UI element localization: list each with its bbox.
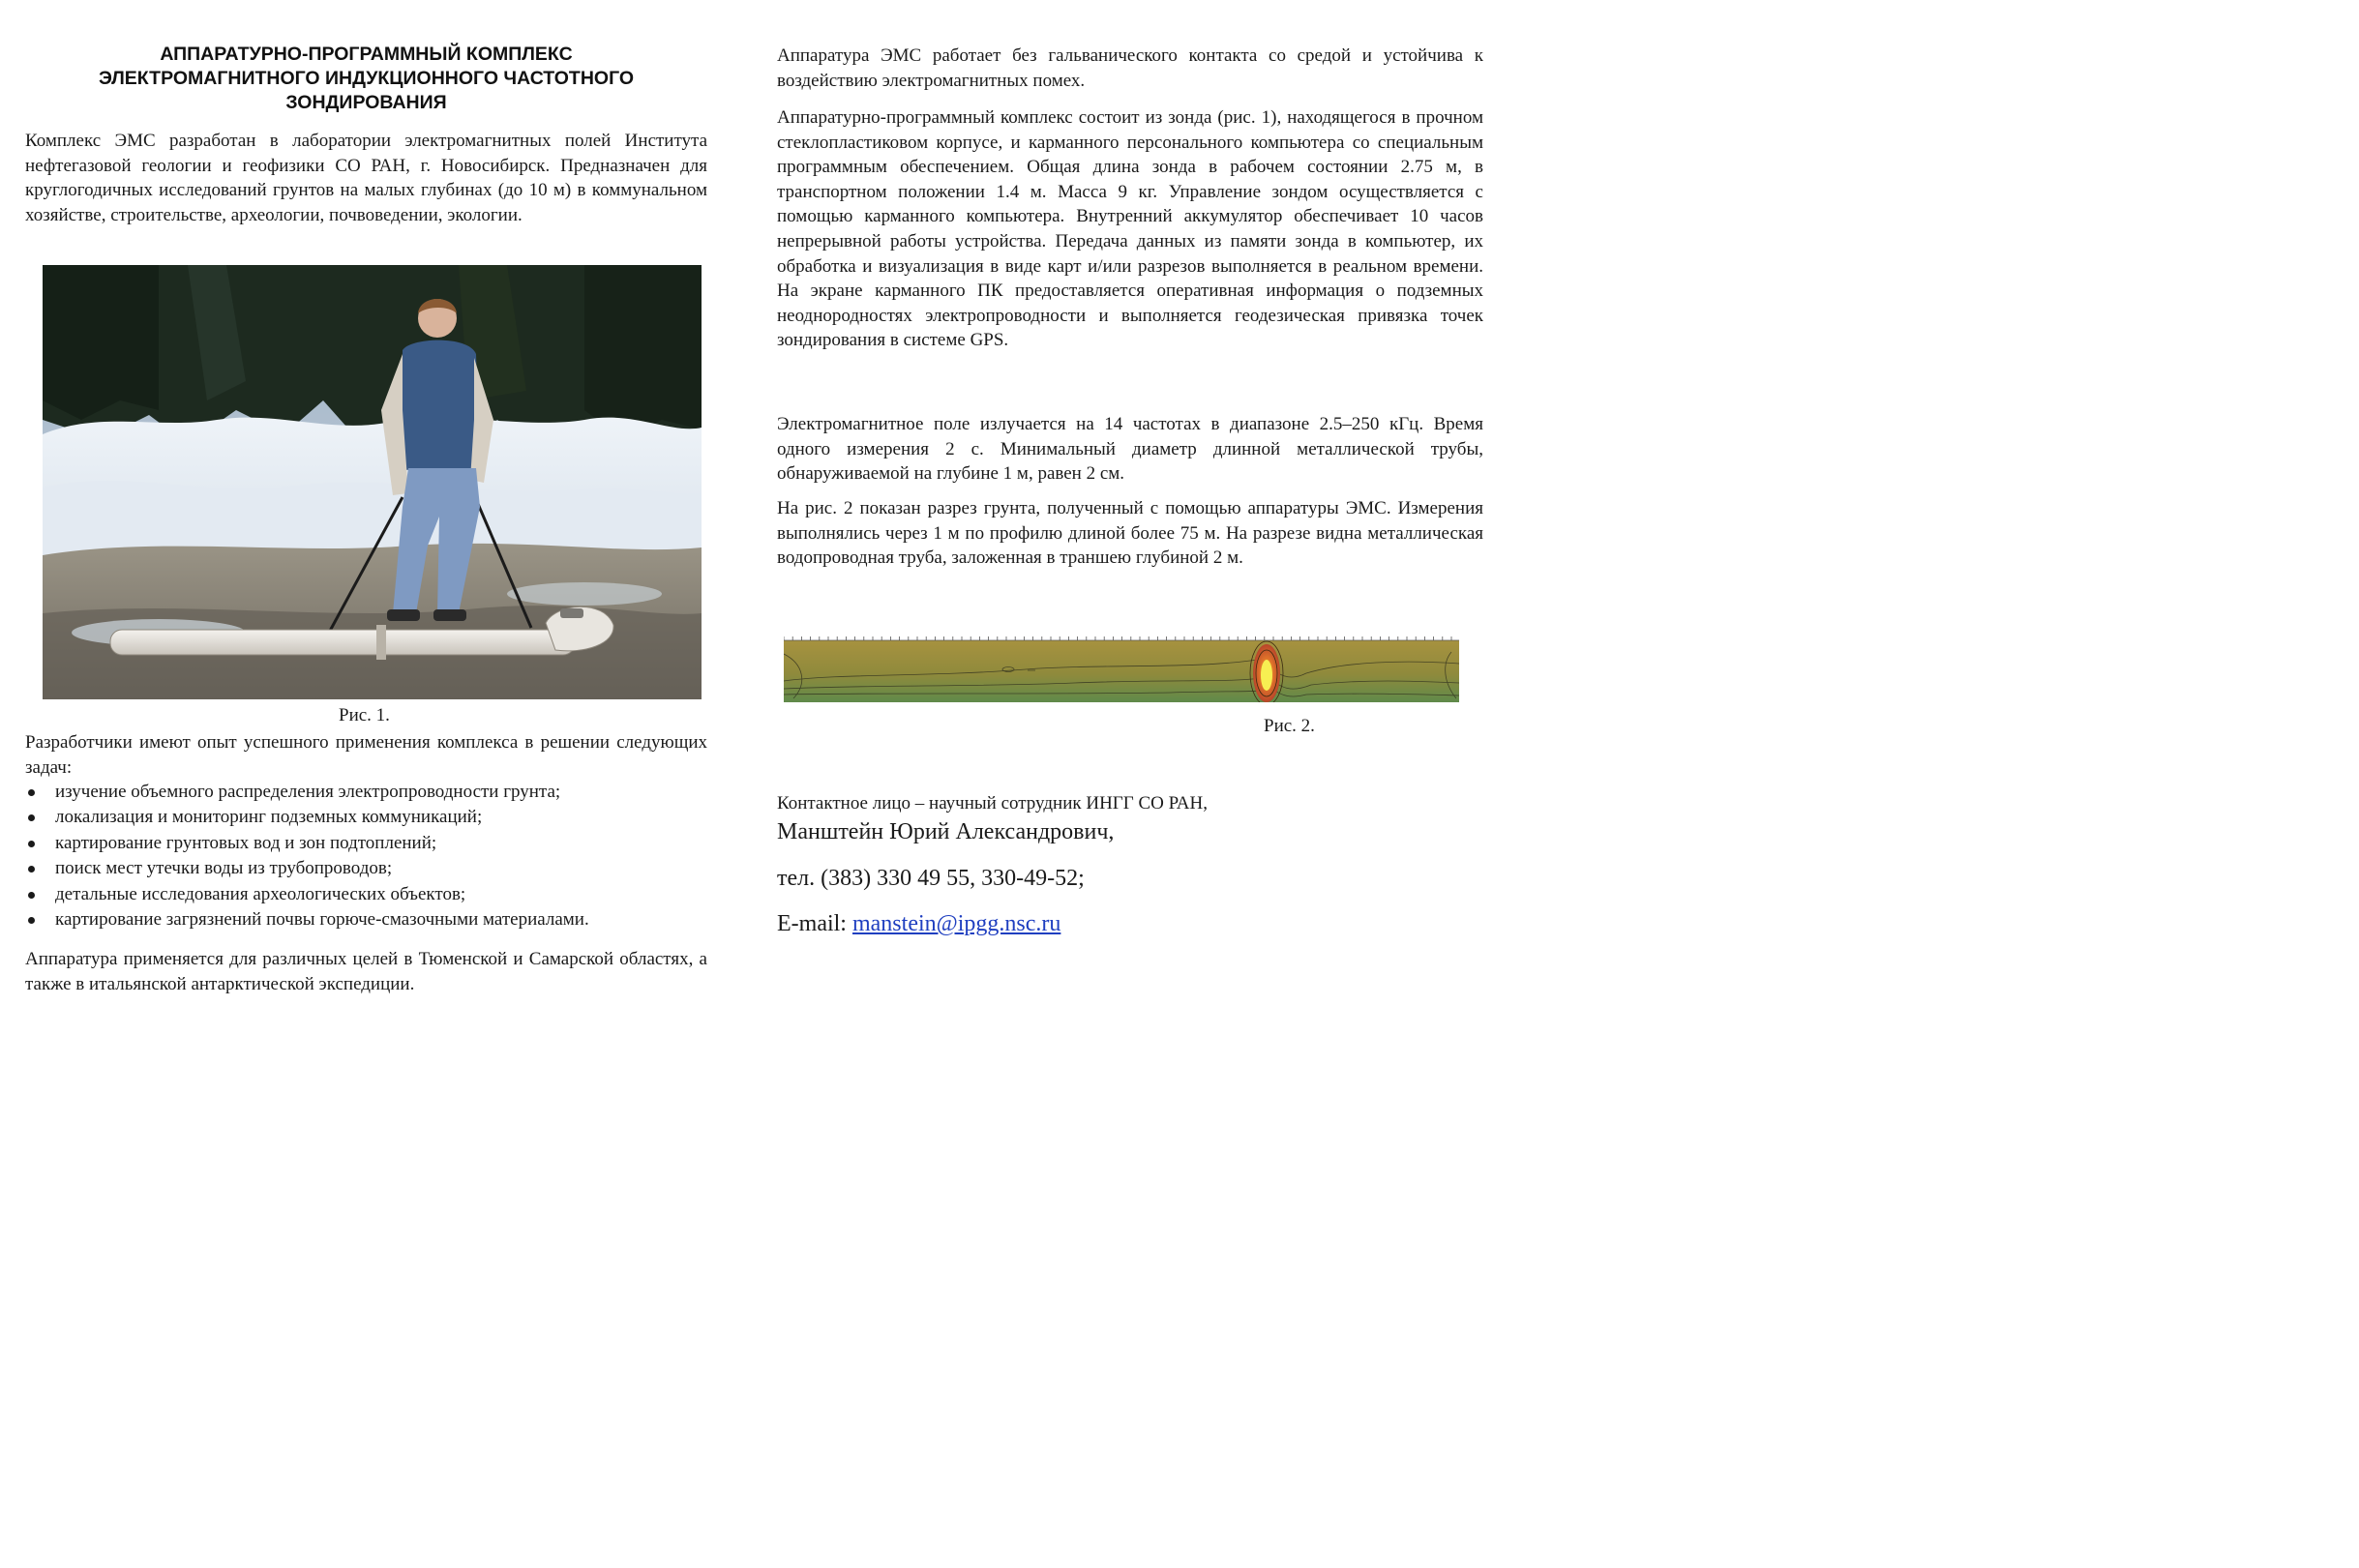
intro-paragraph: Комплекс ЭМС разработан в лаборатории электромагнитных полей Института нефтегазовой геологии и геофизики СО РАН, г. Новосибирск. Предназначен для круглогодичных исследований грунтов на малых глубинах (до 10 м) в коммунальном хозяйстве, строительстве, археологии, почвоведении, экологии. bbox=[25, 131, 707, 225]
list-item: изучение объемного распределения электропроводности грунта; bbox=[25, 780, 707, 805]
experience-paragraph: Разработчики имеют опыт успешного применения комплекса в решении следующих задач: bbox=[25, 732, 707, 778]
paragraph-no-contact: Аппаратура ЭМС работает без гальванического контакта со средой и устойчива к воздействию электромагнитных помех. bbox=[777, 45, 1483, 91]
title-line: АППАРАТУРНО-ПРОГРАММНЫЙ КОМПЛЕКС bbox=[160, 44, 573, 65]
list-item: детальные исследования археологических объектов; bbox=[25, 882, 707, 907]
paragraph-frequencies: Электромагнитное поле излучается на 14 частотах в диапазоне 2.5–250 кГц. Время одного измерения 2 с. Минимальный диаметр длинной металлической трубы, обнаруживаемой на глубине 1 м, равен 2 см. bbox=[777, 414, 1483, 485]
document-title bbox=[25, 43, 707, 115]
paragraph-section: На рис. 2 показан разрез грунта, полученный с помощью аппаратуры ЭМС. Измерения выполнялись через 1 м по профилю длиной более 75 м. На разрезе видна металлическая водопроводная труба, заложенная в траншею глубиной 2 м. bbox=[777, 498, 1483, 569]
contact-email-row bbox=[777, 909, 1060, 938]
list-item: локализация и мониторинг подземных коммуникаций; bbox=[25, 805, 707, 830]
figure-1-photo bbox=[43, 265, 702, 699]
email-label: E-mail: bbox=[777, 911, 852, 936]
title-line: ЭЛЕКТРОМАГНИТНОГО ИНДУКЦИОННОГО ЧАСТОТНОГО bbox=[98, 68, 635, 89]
contact-name: Манштейн Юрий Александрович, bbox=[777, 819, 1115, 844]
title-line: ЗОНДИРОВАНИЯ bbox=[285, 92, 447, 113]
contact-label: Контактное лицо – научный сотрудник ИНГГ СО РАН, bbox=[777, 793, 1208, 814]
email-link[interactable]: manstein@ipgg.nsc.ru bbox=[851, 911, 1061, 936]
probe-field-photo bbox=[43, 265, 702, 699]
figure-2-caption: Рис. 2. bbox=[1264, 716, 1315, 736]
figure-2-section bbox=[784, 635, 1459, 702]
task-list bbox=[25, 780, 707, 932]
contact-phone: тел. (383) 330 49 55, 330-49-52; bbox=[777, 866, 1085, 891]
figure-1-caption: Рис. 1. bbox=[339, 705, 390, 725]
list-item: картирование загрязнений почвы горюче-смазочными материалами. bbox=[25, 907, 707, 932]
list-item: поиск мест утечки воды из трубопроводов; bbox=[25, 856, 707, 881]
list-item: картирование грунтовых вод и зон подтоплений; bbox=[25, 831, 707, 856]
applications-paragraph: Аппаратура применяется для различных целей в Тюменской и Самарской областях, а также в итальянской антарктической экспедиции. bbox=[25, 949, 707, 994]
paragraph-composition: Аппаратурно-программный комплекс состоит из зонда (рис. 1), находящегося в прочном стеклопластиковом корпусе, и карманного персонального компьютера со специальным программным обеспечением. Общая длина зонда в рабочем состоянии 2.75 м, в транспортном положении 1.4 м. Масса 9 кг. Управление зондом осуществляется с помощью карманного компьютера. Внутренний аккумулятор обеспечивает 10 часов непрерывной работы устройства. Передача данных из памяти зонда в компьютер, их обработка и визуализация в виде карт и/или разрезов выполняется в реальном времени. На экране карманного ПК предоставляется оперативная информация о подземных неоднородностях электропроводности и выполняется геодезическая привязка точек зондирования в системе GPS. bbox=[777, 107, 1483, 351]
resistivity-section-image bbox=[784, 635, 1459, 702]
